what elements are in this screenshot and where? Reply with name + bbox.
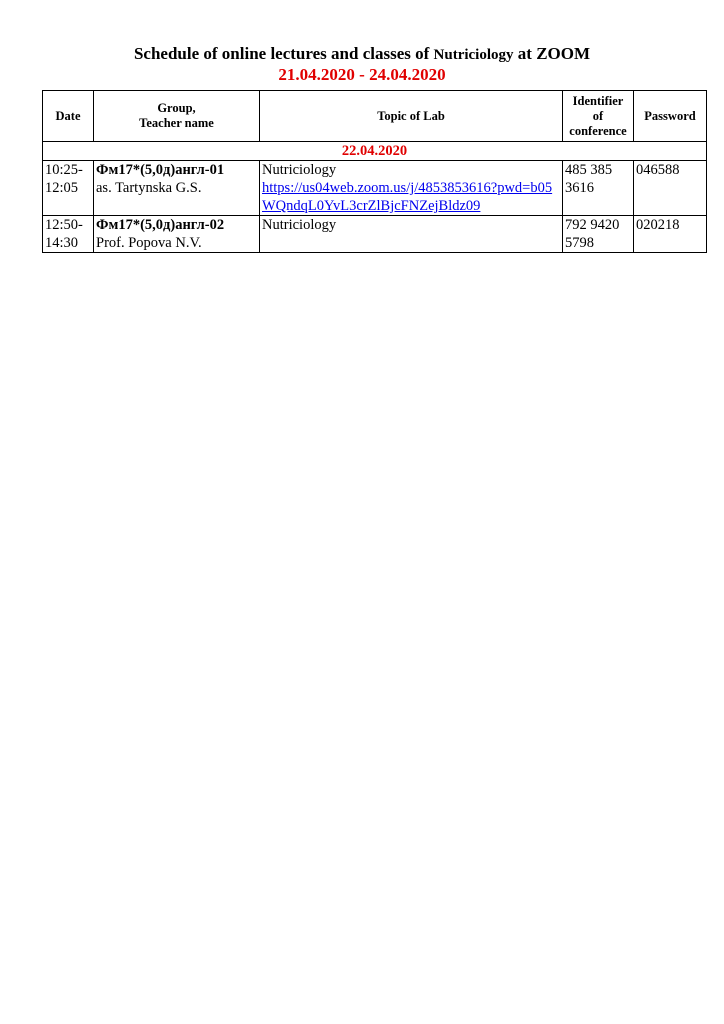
time-end: 14:30 — [45, 235, 79, 251]
table-row — [43, 216, 707, 253]
zoom-link[interactable]: https://us04web.zoom.us/j/4853853616?pwd=b05WQndqL0YvL3crZlBjcFNZejBldz09 — [262, 180, 553, 214]
schedule-table — [42, 90, 707, 253]
column-header-identifier-line2: of — [592, 108, 604, 123]
column-header-group-line1: Group, — [157, 101, 196, 115]
time-cell — [43, 161, 94, 216]
column-header-password: Password — [634, 91, 707, 142]
title-suffix: at ZOOM — [517, 44, 591, 63]
topic-name: Nutriciology — [262, 217, 337, 233]
day-label: 22.04.2020 — [43, 142, 707, 161]
topic-cell — [260, 161, 563, 216]
title-subject: Nutriciology — [433, 47, 514, 63]
column-header-identifier — [563, 91, 634, 142]
day-row — [43, 142, 707, 161]
page-title — [0, 44, 724, 65]
topic-cell — [260, 216, 563, 253]
group-cell — [94, 216, 260, 253]
column-header-topic: Topic of Lab — [260, 91, 563, 142]
title-prefix: Schedule of online lectures and classes of — [133, 44, 430, 63]
column-header-group-line2: Teacher name — [139, 116, 214, 130]
password-cell: 020218 — [634, 216, 707, 253]
time-end: 12:05 — [45, 180, 79, 196]
group-name: Фм17*(5,0д)англ-02 — [96, 217, 225, 233]
column-header-identifier-line1: Identifier — [572, 93, 624, 108]
title-block — [0, 44, 724, 84]
teacher-name: Prof. Popova N.V. — [96, 235, 202, 251]
table-header-row — [43, 91, 707, 142]
column-header-group — [94, 91, 260, 142]
time-start: 10:25- — [45, 162, 83, 178]
topic-name: Nutriciology — [262, 162, 337, 178]
password-cell: 046588 — [634, 161, 707, 216]
group-cell — [94, 161, 260, 216]
column-header-identifier-line3: conference — [569, 123, 627, 138]
identifier-cell: 485 385 3616 — [563, 161, 634, 216]
time-cell — [43, 216, 94, 253]
time-start: 12:50- — [45, 217, 83, 233]
date-range: 21.04.2020 - 24.04.2020 — [278, 65, 446, 84]
column-header-date: Date — [43, 91, 94, 142]
group-name: Фм17*(5,0д)англ-01 — [96, 162, 225, 178]
identifier-cell: 792 9420 5798 — [563, 216, 634, 253]
table-row — [43, 161, 707, 216]
teacher-name: as. Tartynska G.S. — [96, 180, 202, 196]
